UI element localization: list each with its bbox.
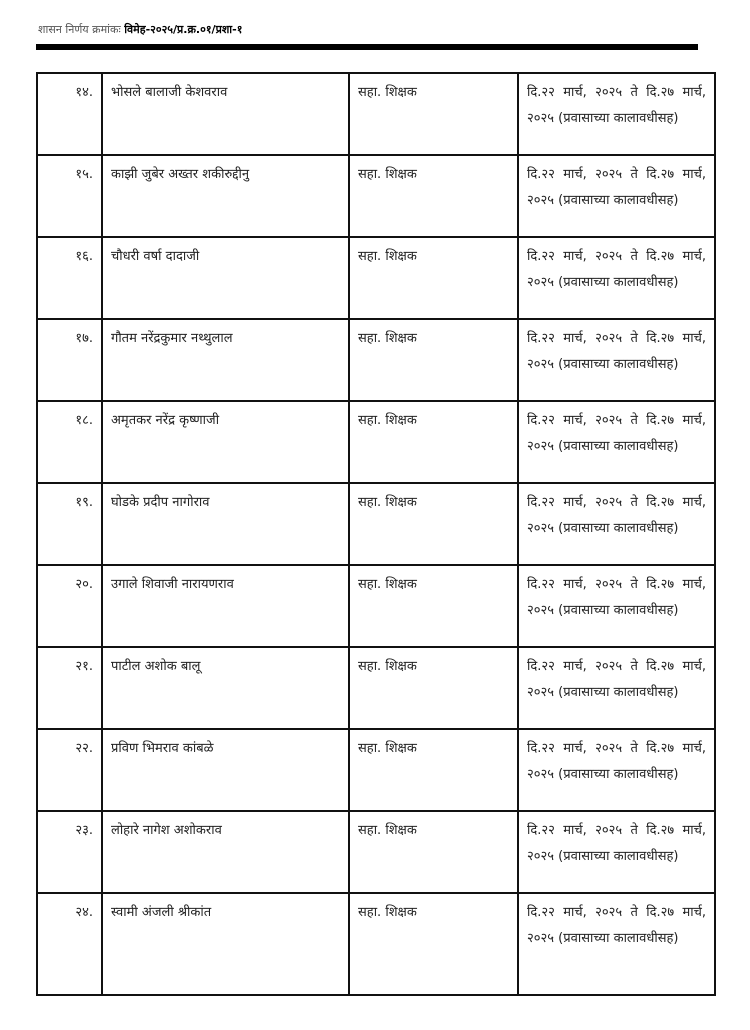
serial-number: २०.: [37, 565, 102, 647]
staff-name: काझी जुबेर अख्तर शकीरुद्दीनु: [102, 155, 349, 237]
document-header: [38, 22, 242, 37]
staff-table: [36, 72, 716, 996]
deputation-period: दि.२२ मार्च, २०२५ ते दि.२७ मार्च, २०२५ (प्रवासाच्या कालावधीसह): [518, 893, 715, 995]
designation: सहा. शिक्षक: [349, 237, 518, 319]
staff-name: अमृतकर नरेंद्र कृष्णाजी: [102, 401, 349, 483]
deputation-period: दि.२२ मार्च, २०२५ ते दि.२७ मार्च, २०२५ (प्रवासाच्या कालावधीसह): [518, 237, 715, 319]
staff-name: घोडके प्रदीप नागोराव: [102, 483, 349, 565]
serial-number: १४.: [37, 73, 102, 155]
order-number: विमेह-२०२५/प्र.क्र.०१/प्रशा-१: [124, 23, 243, 36]
serial-number: १९.: [37, 483, 102, 565]
serial-number: २४.: [37, 893, 102, 995]
deputation-period: दि.२२ मार्च, २०२५ ते दि.२७ मार्च, २०२५ (प्रवासाच्या कालावधीसह): [518, 73, 715, 155]
serial-number: १७.: [37, 319, 102, 401]
designation: सहा. शिक्षक: [349, 483, 518, 565]
table-row: [37, 483, 715, 565]
deputation-period: दि.२२ मार्च, २०२५ ते दि.२७ मार्च, २०२५ (प्रवासाच्या कालावधीसह): [518, 483, 715, 565]
deputation-period: दि.२२ मार्च, २०२५ ते दि.२७ मार्च, २०२५ (प्रवासाच्या कालावधीसह): [518, 729, 715, 811]
staff-name: पाटील अशोक बालू: [102, 647, 349, 729]
table-row: [37, 811, 715, 893]
designation: सहा. शिक्षक: [349, 155, 518, 237]
table-row: [37, 237, 715, 319]
deputation-period: दि.२२ मार्च, २०२५ ते दि.२७ मार्च, २०२५ (प्रवासाच्या कालावधीसह): [518, 155, 715, 237]
serial-number: २१.: [37, 647, 102, 729]
designation: सहा. शिक्षक: [349, 729, 518, 811]
table-row: [37, 647, 715, 729]
deputation-period: दि.२२ मार्च, २०२५ ते दि.२७ मार्च, २०२५ (प्रवासाच्या कालावधीसह): [518, 811, 715, 893]
table-row: [37, 401, 715, 483]
header-label: शासन निर्णय क्रमांकः: [38, 23, 121, 36]
table-row: [37, 319, 715, 401]
designation: सहा. शिक्षक: [349, 401, 518, 483]
staff-name: उगाले शिवाजी नारायणराव: [102, 565, 349, 647]
designation: सहा. शिक्षक: [349, 73, 518, 155]
table-row: [37, 893, 715, 995]
designation: सहा. शिक्षक: [349, 893, 518, 995]
serial-number: १८.: [37, 401, 102, 483]
staff-name: भोसले बालाजी केशवराव: [102, 73, 349, 155]
table-row: [37, 565, 715, 647]
designation: सहा. शिक्षक: [349, 811, 518, 893]
deputation-period: दि.२२ मार्च, २०२५ ते दि.२७ मार्च, २०२५ (प्रवासाच्या कालावधीसह): [518, 319, 715, 401]
table-row: [37, 73, 715, 155]
staff-name: चौधरी वर्षा दादाजी: [102, 237, 349, 319]
designation: सहा. शिक्षक: [349, 319, 518, 401]
staff-name: स्वामी अंजली श्रीकांत: [102, 893, 349, 995]
deputation-period: दि.२२ मार्च, २०२५ ते दि.२७ मार्च, २०२५ (प्रवासाच्या कालावधीसह): [518, 647, 715, 729]
designation: सहा. शिक्षक: [349, 565, 518, 647]
deputation-period: दि.२२ मार्च, २०२५ ते दि.२७ मार्च, २०२५ (प्रवासाच्या कालावधीसह): [518, 401, 715, 483]
staff-name: गौतम नरेंद्रकुमार नथ्थुलाल: [102, 319, 349, 401]
table-row: [37, 729, 715, 811]
deputation-period: दि.२२ मार्च, २०२५ ते दि.२७ मार्च, २०२५ (प्रवासाच्या कालावधीसह): [518, 565, 715, 647]
serial-number: २३.: [37, 811, 102, 893]
staff-name: लोहारे नागेश अशोकराव: [102, 811, 349, 893]
table-row: [37, 155, 715, 237]
header-rule: [36, 44, 698, 50]
serial-number: १५.: [37, 155, 102, 237]
serial-number: २२.: [37, 729, 102, 811]
serial-number: १६.: [37, 237, 102, 319]
designation: सहा. शिक्षक: [349, 647, 518, 729]
staff-name: प्रविण भिमराव कांबळे: [102, 729, 349, 811]
